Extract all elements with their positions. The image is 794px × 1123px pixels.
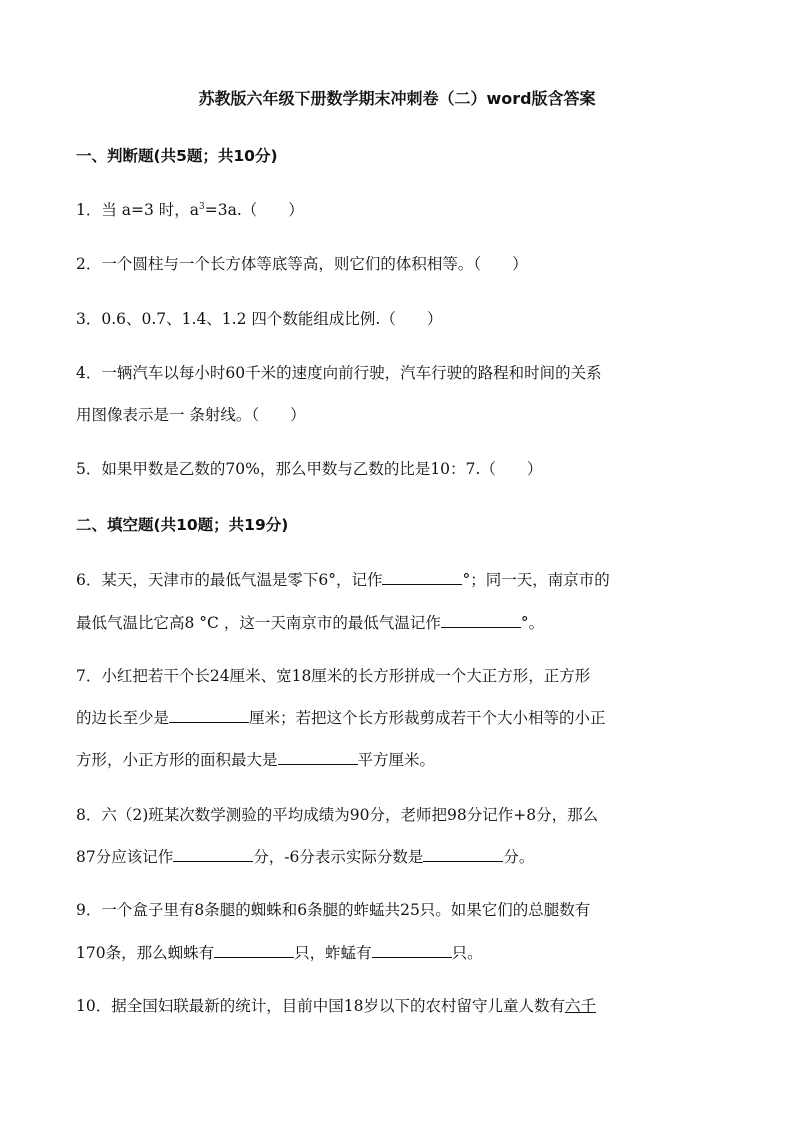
question-2: 2．一个圆柱与一个长方体等底等高，则它们的体积相等。（ ）	[76, 255, 528, 273]
question-9-text-b: 只，蚱蜢有	[294, 944, 372, 962]
question-7-line-2	[76, 706, 606, 728]
question-4-line-1: 4．一辆汽车以每小时60千米的速度向前行驶，汽车行驶的路程和时间的关系	[76, 364, 602, 382]
question-1-text-b: =3a.（ ）	[204, 201, 304, 219]
question-7-text-d: 平方厘米。	[357, 751, 436, 769]
question-3: 3．0.6、0.7、1.4、1.2 四个数能组成比例.（ ）	[76, 310, 443, 328]
answer-blank[interactable]	[372, 943, 452, 958]
question-10-text: 10．据全国妇联最新的统计，目前中国18岁以下的农村留守儿童人数有	[76, 997, 565, 1015]
question-9-line-2	[76, 941, 483, 963]
question-8-line-1: 8．六（2)班某次数学测验的平均成绩为90分，老师把98分记作+8分，那么	[76, 806, 599, 824]
question-1-exponent: 3	[199, 201, 205, 212]
question-6-line-2	[76, 611, 544, 633]
question-1-text-a: 1．当 a=3 时，a	[76, 201, 200, 219]
question-6-text-b: °；同一天，南京市的	[462, 571, 610, 589]
question-6-text-a: 6．某天，天津市的最低气温是零下6°，记作	[76, 571, 383, 589]
answer-blank[interactable]	[423, 847, 503, 862]
question-9-text-c: 只。	[451, 944, 483, 962]
question-8-line-2	[76, 845, 534, 867]
question-9-line-1: 9．一个盒子里有8条腿的蜘蛛和6条腿的蚱蜢共25只。如果它们的总腿数有	[76, 901, 591, 919]
question-6-text-d: °。	[520, 614, 545, 632]
answer-blank[interactable]	[441, 613, 521, 628]
answer-blank[interactable]	[173, 847, 253, 862]
section-heading-judgement: 一、判断题(共5题；共10分)	[76, 147, 278, 165]
question-8-text-b: 分，-6分表示实际分数是	[253, 848, 424, 866]
question-10-underlined-text: 六千	[564, 997, 596, 1015]
answer-blank[interactable]	[278, 750, 358, 765]
question-7-line-3	[76, 748, 435, 770]
question-8-text-a: 87分应该记作	[76, 848, 174, 866]
section-heading-fill-blank: 二、填空题(共10题；共19分)	[76, 516, 289, 534]
question-7-text-c: 方形，小正方形的面积最大是	[76, 751, 278, 769]
question-10	[76, 994, 596, 1016]
document-title: 苏教版六年级下册数学期末冲刺卷（二）word版含答案	[198, 89, 596, 108]
answer-blank[interactable]	[382, 570, 462, 585]
question-6-line-1	[76, 568, 610, 590]
answer-blank[interactable]	[169, 708, 249, 723]
question-8-text-c: 分。	[503, 848, 535, 866]
question-5: 5．如果甲数是乙数的70%，那么甲数与乙数的比是10：7.（ ）	[76, 460, 543, 478]
question-9-text-a: 170条，那么蜘蛛有	[76, 944, 215, 962]
answer-blank[interactable]	[214, 943, 294, 958]
question-7-text-b: 厘米；若把这个长方形裁剪成若干个大小相等的小正	[249, 709, 606, 727]
question-6-text-c: 最低气温比它高8 °C ，这一天南京市的最低气温记作	[76, 614, 441, 632]
question-1	[76, 198, 304, 220]
question-7-text-a: 的边长至少是	[76, 709, 170, 727]
question-4-line-2: 用图像表示是一 条射线。（ ）	[76, 406, 306, 424]
question-7-line-1: 7．小红把若干个长24厘米、宽18厘米的长方形拼成一个大正方形，正方形	[76, 667, 591, 685]
